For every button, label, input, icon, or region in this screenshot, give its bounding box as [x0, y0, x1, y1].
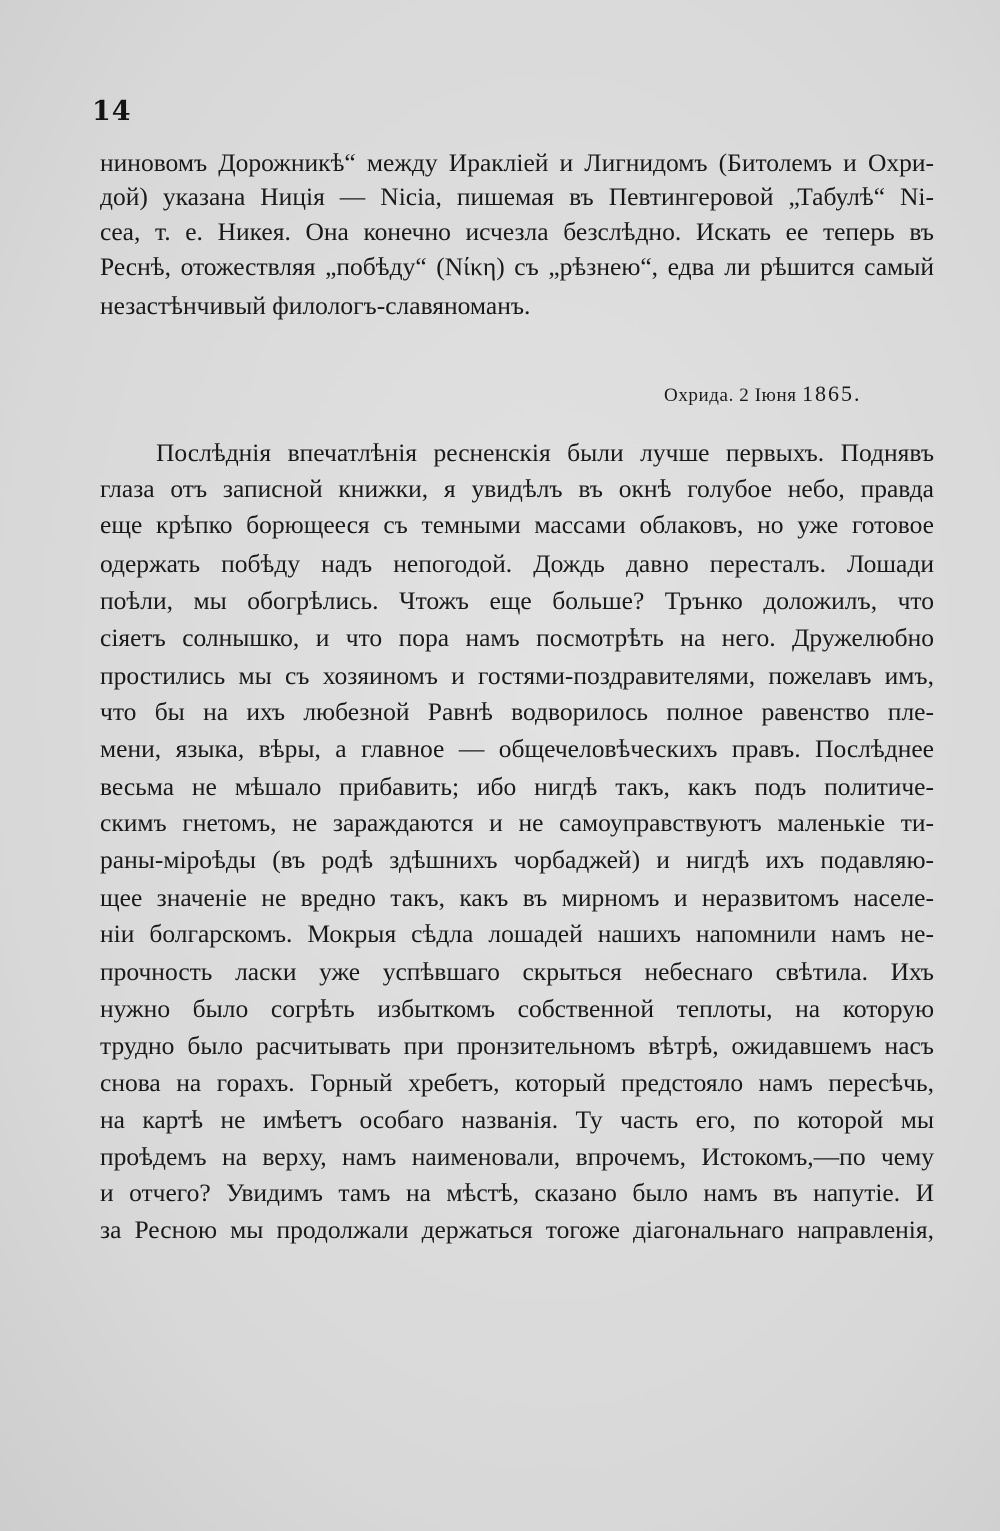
text-line: ниновомъ Дорожникѣ“ между Ираклiей и Лигнидомъ (Битолемъ и Охри-: [100, 148, 934, 177]
text-line: раны-мiроѣды (въ родѣ здѣшнихъ чорбаджей) и нигдѣ ихъ подавляю-: [100, 845, 934, 874]
dateline-place: Охрида. 2 Iюня: [664, 385, 797, 406]
text-line: и отчего? Увидимъ тамъ на мѣстѣ, сказано было намъ въ напутiе. И: [100, 1178, 934, 1207]
text-line: Послѣднiя впечатлѣнiя ресненскiя были лучше первыхъ. Поднявъ: [156, 438, 934, 467]
text-line: поѣли, мы обогрѣлись. Чтожъ еще больше? Трънко доложилъ, что: [100, 586, 934, 615]
text-line: весьма не мѣшало прибавить; ибо нигдѣ такъ, какъ подъ политиче-: [100, 772, 934, 801]
text-line: мени, языка, вѣры, а главное — общечеловѣческихъ правъ. Послѣднее: [100, 734, 934, 763]
text-line: нiи болгарскомъ. Мокрыя сѣдла лошадей нашихъ напомнили намъ не-: [100, 919, 934, 948]
text-line: еще крѣпко борющееся съ темными массами облаковъ, но уже готовое: [100, 510, 934, 539]
text-line: прочность ласки уже успѣвшаго скрыться небеснаго свѣтила. Ихъ: [100, 957, 934, 986]
dateline-year: 1865.: [801, 381, 862, 406]
text-line: незастѣнчивый филологъ-славяноманъ.: [100, 291, 531, 320]
text-line: проѣдемъ на верху, намъ наименовали, впрочемъ, Истокомъ,—по чему: [100, 1142, 934, 1171]
text-line: одержать побѣду надъ непогодой. Дождь давно пересталъ. Лошади: [100, 549, 934, 578]
text-line: cea, т. е. Никея. Она конечно исчезла безслѣдно. Искать ее теперь въ: [100, 217, 934, 246]
text-line: глаза отъ записной книжки, я увидѣлъ въ окнѣ голубое небо, правда: [100, 474, 934, 503]
dateline: [664, 380, 861, 410]
text-line: за Ресною мы продолжали держаться тогоже дiагональнаго направленiя,: [100, 1215, 934, 1244]
text-line: дой) указана Ницiя — Nicia, пишемая въ Певтингеровой „Табулѣ“ Ni-: [100, 182, 934, 211]
text-line: щее значенiе не вредно такъ, какъ въ мирномъ и неразвитомъ населе-: [100, 883, 934, 912]
text-line: скимъ гнетомъ, не зараждаются и не самоуправствуютъ маленькiе ти-: [100, 808, 934, 837]
text-line: что бы на ихъ любезной Равнѣ водворилось полное равенство пле-: [100, 697, 934, 726]
text-line: нужно было согрѣть избыткомъ собственной теплоты, на которую: [100, 994, 934, 1023]
text-line: сiяетъ солнышко, и что пора намъ посмотрѣть на него. Дружелюбно: [100, 623, 934, 652]
text-line: на картѣ не имѣетъ особаго названiя. Ту часть его, по которой мы: [100, 1105, 934, 1134]
text-line: снова на горахъ. Горный хребетъ, который предстояло намъ пересѣчь,: [100, 1068, 934, 1097]
text-line: простились мы съ хозяиномъ и гостями-поздравителями, пожелавъ имъ,: [100, 661, 934, 690]
text-line: трудно было расчитывать при пронзительномъ вѣтрѣ, ожидавшемъ насъ: [100, 1031, 934, 1060]
text-line: Реснѣ, отожествляя „побѣду“ (Νίκη) съ „рѣзнею“, едва ли рѣшится самый: [100, 252, 934, 281]
page-number: 14: [92, 96, 132, 127]
